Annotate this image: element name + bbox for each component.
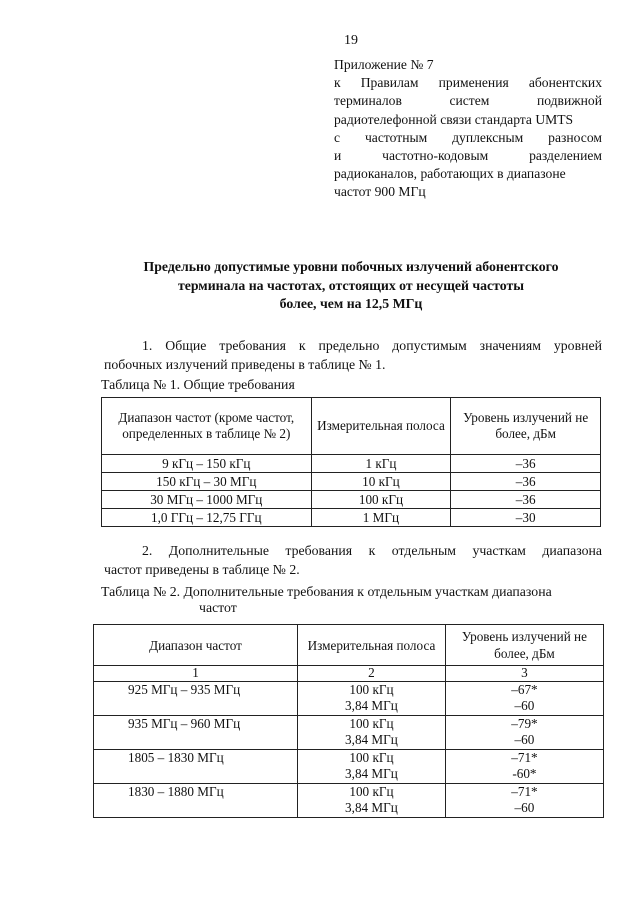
table2-caption: Таблица № 2. Дополнительные требования к отдельным участкам диапазона частот <box>101 584 552 615</box>
column-header: Измерительная полоса <box>311 398 451 455</box>
table-row: 935 МГц – 960 МГц 100 кГц 3,84 МГц –79* –60 <box>94 716 604 750</box>
table-2 <box>93 624 604 818</box>
paragraph-2: 2. Дополнительные требования к отдельным участкам диапазона частот приведены в таблице № 2. <box>104 543 602 577</box>
appendix-line: к Правилам применения абонентских <box>334 75 602 91</box>
appendix-line: радиоканалов, работающих в диапазоне <box>334 166 566 182</box>
table-header-row <box>102 398 601 455</box>
appendix-line: частот 900 МГц <box>334 184 426 200</box>
table-row: 150 кГц – 30 МГц 10 кГц –36 <box>102 473 601 491</box>
appendix-line: и частотно-кодовым разделением <box>334 148 602 164</box>
paragraph-1: 1. Общие требования к предельно допустимым значениям уровней побочных излучений приведены в таблице № 1. <box>104 338 602 372</box>
column-header: Уровень излучений не более, дБм <box>451 398 601 455</box>
page-number: 19 <box>344 33 358 48</box>
table-row: 1,0 ГГц – 12,75 ГГц 1 МГц –30 <box>102 509 601 527</box>
appendix-line: радиотелефонной связи стандарта UMTS <box>334 111 574 127</box>
table-header-row <box>94 625 604 666</box>
table-row: 1805 – 1830 МГц 100 кГц 3,84 МГц –71* -60* <box>94 750 604 784</box>
column-header: Диапазон частот <box>94 625 298 666</box>
table-row: 9 кГц – 150 кГц 1 кГц –36 <box>102 455 601 473</box>
column-header: Диапазон частот (кроме частот, определенных в таблице № 2) <box>102 398 312 455</box>
table-row: 30 МГц – 1000 МГц 100 кГц –36 <box>102 491 601 509</box>
table-row: 925 МГц – 935 МГц 100 кГц 3,84 МГц –67* –60 <box>94 682 604 716</box>
column-header: Измерительная полоса <box>298 625 446 666</box>
table-1 <box>101 397 601 527</box>
appendix-title: Приложение № 7 <box>334 57 434 72</box>
column-number-row: 1 2 3 <box>94 666 604 682</box>
appendix-line: терминалов систем подвижной <box>334 93 602 109</box>
table-row: 1830 – 1880 МГц 100 кГц 3,84 МГц –71* –60 <box>94 784 604 818</box>
table1-caption: Таблица № 1. Общие требования <box>101 377 295 392</box>
appendix-line: с частотным дуплексным разносом <box>334 129 602 145</box>
document-heading: Предельно допустимые уровни побочных излучений абонентского терминала на частотах, отстоящих от несущей частоты более, чем на 12,5 МГц <box>143 259 559 311</box>
column-header: Уровень излучений не более, дБм <box>445 625 603 666</box>
appendix-block <box>334 56 602 202</box>
